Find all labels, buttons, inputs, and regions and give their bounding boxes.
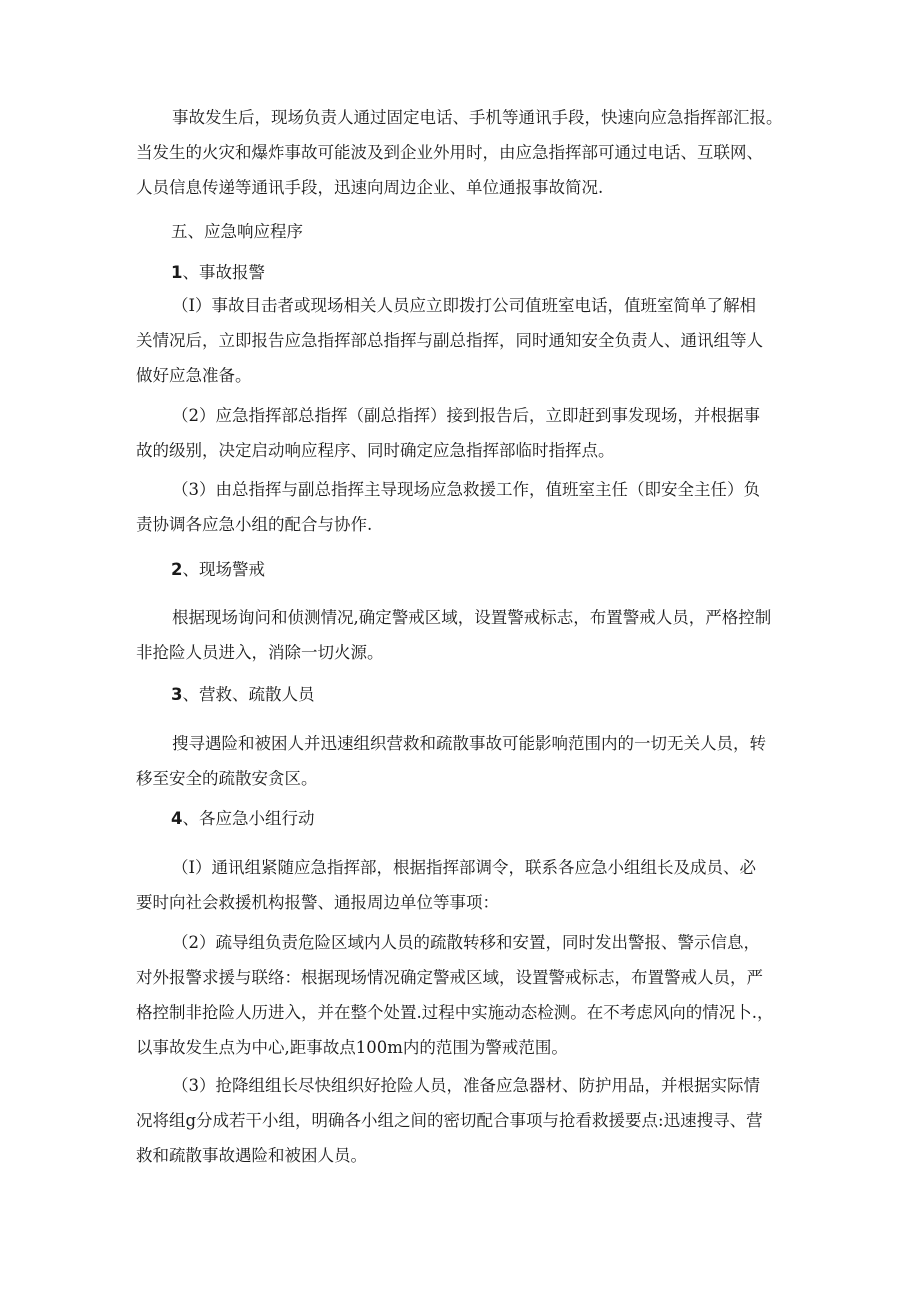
text-line: 要时向社会救援机构报警、通报周边单位等事项： (136, 893, 499, 912)
text-line: 对外报警求援与联络：根据现场情况确定警戒区域，设置警戒标志，布置警戒人员，严 (136, 968, 763, 987)
text-line: 以事故发生点为中心,距事故点100m内的范围为警戒范围。 (136, 1038, 568, 1057)
text-line: （I）通讯组紧随应急指挥部，根据指挥部调令，联系各应急小组组长及成员、必 (172, 858, 757, 877)
alarm-paragraph-2 (136, 398, 796, 468)
heading-3 (171, 680, 314, 710)
heading-number: 3 (171, 685, 183, 704)
text-line: （3）由总指挥与副总指挥主导现场应急救援工作，值班室主任（即安全主任）负 (172, 480, 760, 499)
heading-number: 4 (171, 809, 183, 828)
intro-paragraph (136, 100, 796, 205)
text-line: 非抢险人员进入，消除一切火源。 (136, 643, 384, 662)
text-line: 移至安全的疏散安贪区。 (136, 769, 318, 788)
team-paragraph-3 (136, 1068, 796, 1173)
alarm-paragraph-3 (136, 472, 796, 542)
heading-number: 2 (171, 560, 183, 579)
heading-2 (171, 555, 265, 585)
text-line: （2）应急指挥部总指挥（副总指挥）接到报告后，立即赶到事发现场，并根据事 (172, 406, 760, 425)
text-line: 事故发生后，现场负责人通过固定电话、手机等通讯手段，快速向应急指挥部汇报。 (172, 108, 783, 127)
text-line: 责协调各应急小组的配合与协作. (136, 515, 373, 534)
alarm-paragraph-1 (136, 288, 796, 393)
rescue-paragraph (136, 726, 796, 796)
text-line: 当发生的火灾和爆炸事故可能波及到企业外用时，由应急指挥部可通过电话、互联网、 (136, 143, 763, 162)
text-line: 人员信息传递等通讯手段，迅速向周边企业、单位通报事故简况. (136, 178, 604, 197)
text-line: 关情况后，立即报告应急指挥部总指挥与副总指挥，同时通知安全负责人、通讯组等人 (136, 331, 763, 350)
heading-1 (171, 258, 265, 288)
text-line: （3）抢降组组长尽快组织好抢险人员，准备应急器材、防护用品，并根据实际情 (172, 1076, 760, 1095)
section-5-heading: 五、应急响应程序 (171, 222, 303, 241)
text-line: （I）事故目击者或现场相关人员应立即拨打公司值班室电话，值班室简单了解相 (172, 296, 757, 315)
text-line: 格控制非抢险人历进入，并在整个处置.过程中实施动态检测。在不考虑风向的情况卜.， (136, 1003, 774, 1022)
text-line: 救和疏散事故遇险和被困人员。 (136, 1146, 367, 1165)
heading-4 (171, 804, 314, 834)
heading-text: 、各应急小组行动 (182, 809, 315, 828)
heading-text: 、营救、疏散人员 (182, 685, 315, 704)
text-line: 况将组g分成若干小组，明确各小组之间的密切配合事项与抢看救援要点:迅速搜寻、营 (136, 1111, 763, 1130)
cordon-paragraph (136, 600, 796, 670)
text-line: 做好应急准备。 (136, 366, 252, 385)
text-line: 搜寻遇险和被困人并迅速组织营救和疏散事故可能影响范围内的一切无关人员，转 (172, 734, 766, 753)
text-line: 故的级别，决定启动响应程序、同时确定应急指挥部临时指挥点。 (136, 441, 615, 460)
heading-text: 、现场警戒 (182, 560, 265, 579)
text-line: 根据现场询问和侦测情况,确定警戒区域，设置警戒标志，布置警戒人员，严格控制 (172, 608, 772, 627)
heading-text: 、事故报警 (182, 263, 265, 282)
team-paragraph-1 (136, 850, 796, 920)
heading-number: 1 (171, 263, 183, 282)
text-line: （2）疏导组负责危险区域内人员的疏散转移和安置，同时发出警报、警示信息， (172, 933, 760, 952)
team-paragraph-2 (136, 925, 796, 1065)
